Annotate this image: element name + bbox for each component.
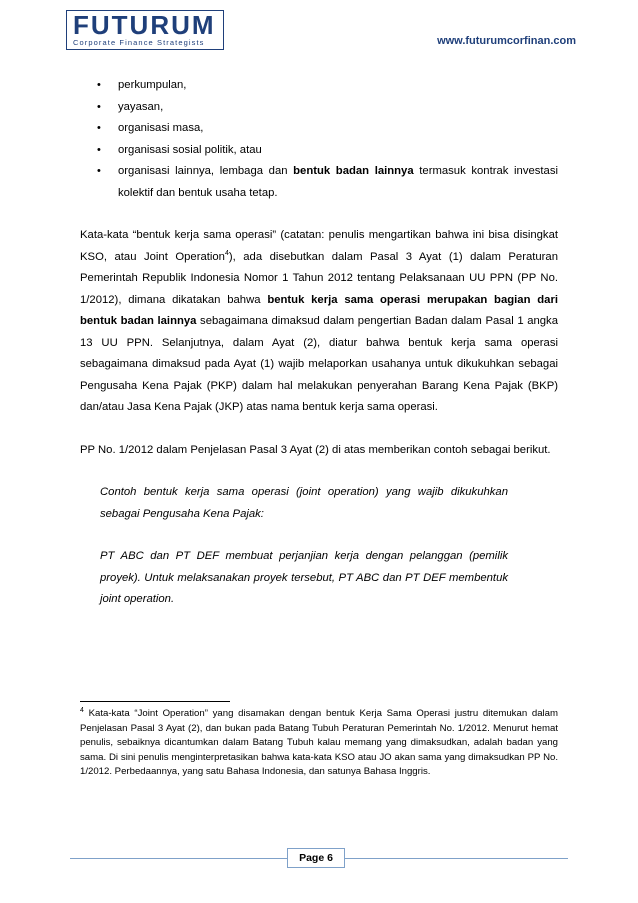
list-item-bold: bentuk badan lainnya [293,165,414,177]
list-item-text: perkumpulan, [118,79,187,91]
list-item [80,75,558,97]
document-body [80,75,558,611]
bullet-icon: • [97,100,101,113]
paragraph-example-intro: PP No. 1/2012 dalam Penjelasan Pasal 3 Ayat (2) di atas memberikan contoh sebagai berikut. [80,443,551,456]
list-item [80,140,558,162]
list-item [80,118,558,140]
footnote-number: 4 [80,707,84,714]
footnote [80,704,558,780]
example-quote-2: PT ABC dan PT DEF membuat perjanjian kerja dengan pelanggan (pemilik proyek). Untuk melaksanakan proyek tersebut, PT ABC dan PT DEF membentuk joint operation. [100,550,508,605]
header-url: www.futurumcorfinan.com [437,35,576,47]
example-quote-1: Contoh bentuk kerja sama operasi (joint operation) yang wajib dikukuhkan sebagai Pengusaha Kena Pajak: [100,486,508,520]
paragraph-kso [80,225,558,419]
footnote-separator [80,701,230,702]
paragraph-text: sebagaimana dimaksud dalam pengertian Badan dalam Pasal 1 angka 13 UU PPN. Selanjutnya, dalam Ayat (2), diatur bahwa bentuk kerja sama operasi sebagaimana dimaksud pada Ayat (1) wajib melaporkan usahanya untuk dikukuhkan sebagai Pengusaha Kena Pajak (PKP) dalam hal melakukan penyerahan Barang Kena Pajak (BKP) dan/atau Jasa Kena Pajak (JKP) atas nama bentuk kerja sama operasi. [80,315,558,413]
footnote-ref[interactable]: 4 [224,249,229,257]
bullet-icon: • [97,122,101,134]
list-item-text: organisasi masa, [118,122,204,134]
paragraph-text: Kata-kata “bentuk kerja sama operasi” (catatan: penulis mengartikan bahwa ini bisa disingkat KSO, atau Joint Operation [80,229,558,263]
list-item-text-end: termasuk kontrak investasi kolektif dan bentuk usaha tetap. [118,165,558,199]
page-number: Page 6 [287,848,345,868]
company-logo [66,10,224,50]
list-item-text: organisasi lainnya, lembaga dan [118,165,294,177]
bullet-list [80,75,558,204]
paragraph-bold: bentuk kerja sama operasi merupakan bagian dari bentuk badan lainnya [80,293,558,327]
bullet-icon: • [97,165,101,177]
paragraph-text: ), ada disebutkan dalam Pasal 3 Ayat (1) dalam Peraturan Pemerintah Republik Indonesia Nomor 1 Tahun 2012 tentang Pelaksanaan UU PPN (PP No. 1/2012), dimana dikatakan bahwa [80,250,558,306]
list-item [80,161,558,204]
logo-wordmark: FUTURUM [73,10,216,40]
bullet-icon: • [97,143,101,156]
logo-tagline: Corporate Finance Strategists [73,38,205,47]
footer-rule-right [345,858,568,859]
list-item [80,97,558,119]
list-item-text: yayasan, [118,100,164,113]
bullet-icon: • [97,79,101,91]
list-item-text: organisasi sosial politik, atau [118,143,262,156]
footer-rule-left [70,858,287,859]
footnote-text: Kata-kata “Joint Operation” yang disamakan dengan bentuk Kerja Sama Operasi justru ditemukan dalam Penjelasan Pasal 3 Ayat (2), dan bukan pada Batang Tubuh Peraturan Pemerintah No. 1/2012. Menurut hemat penulis, sebaiknya dicantumkan dalam Batang Tubuh kalau memang yang dimaksudkan, adalah badan yang sama. Di sini penulis menginterpretasikan bahwa kata-kata KSO atau JO akan sama yang dimaksudkan PP No. 1/2012. Perbedaannya, yang satu Bahasa Indonesia, dan satunya Bahasa Inggris. [80,708,558,778]
